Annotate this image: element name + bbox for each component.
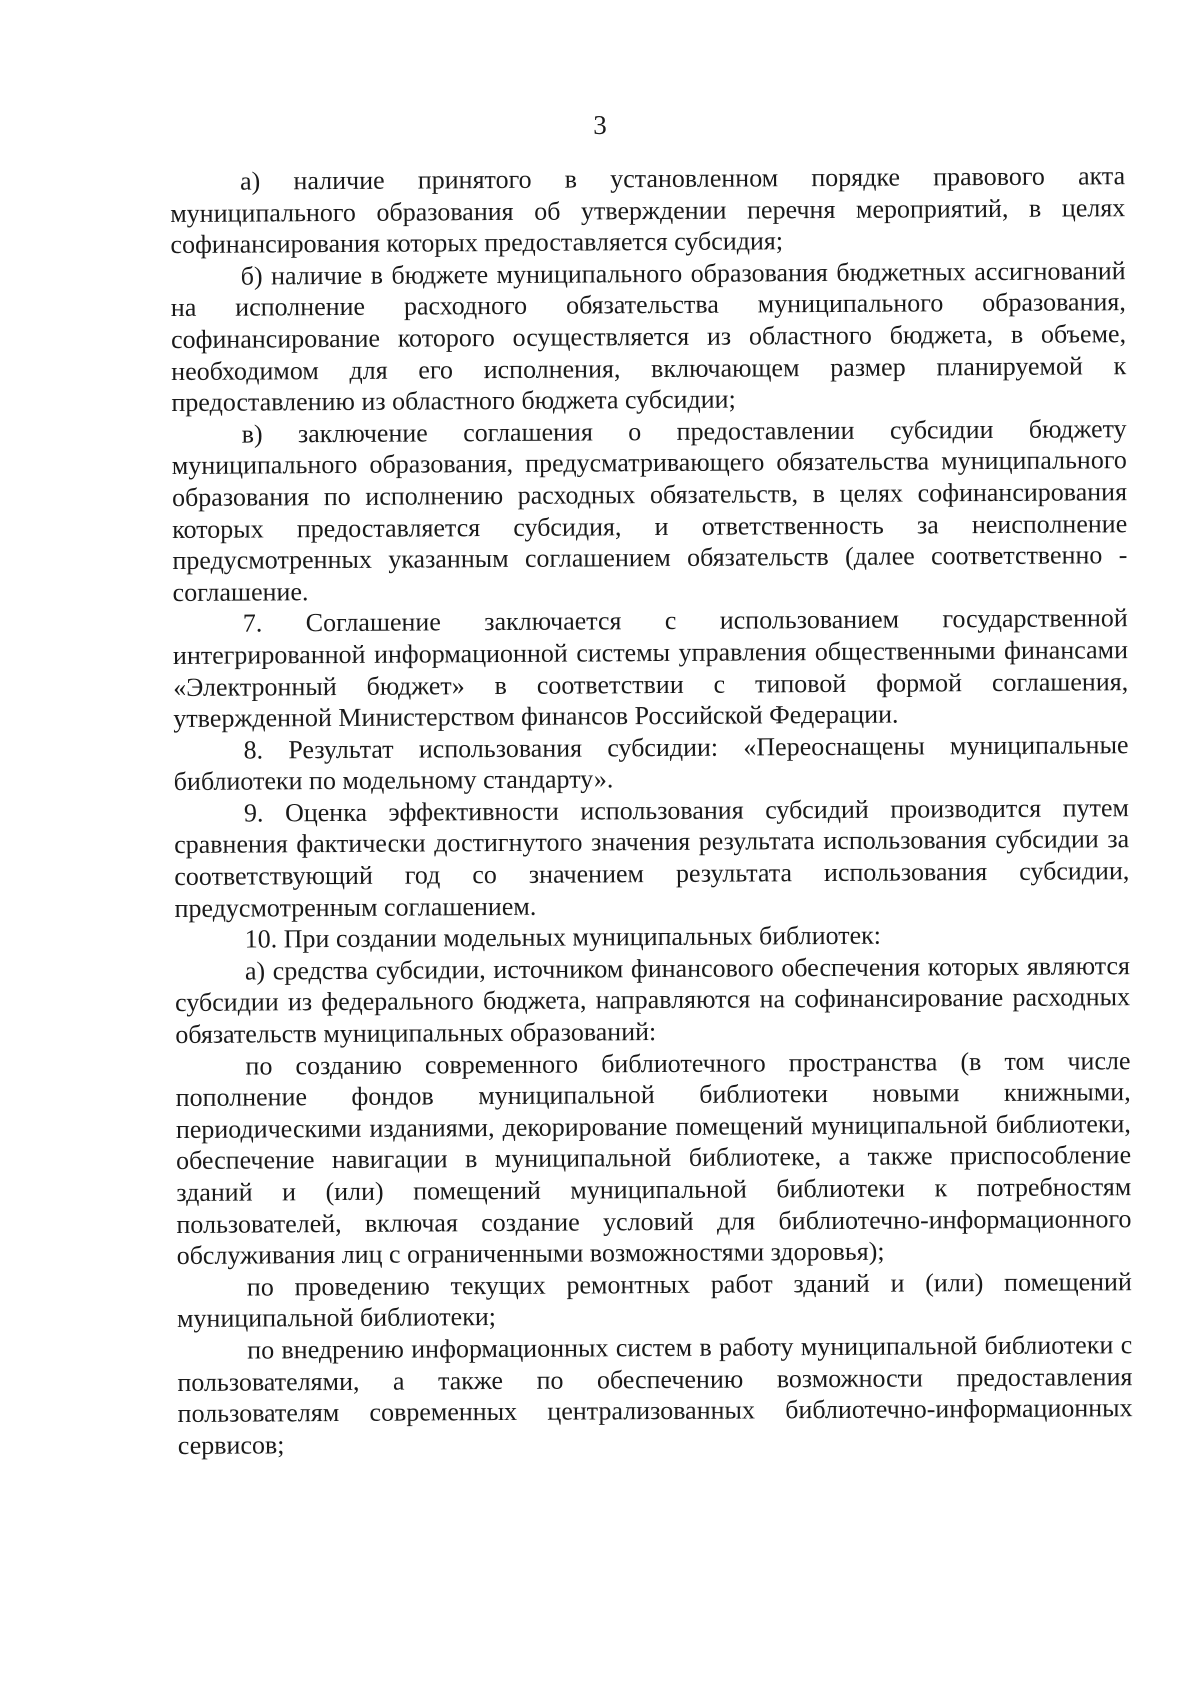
paragraph-b-budget-allocations: б) наличие в бюджете муниципального образования бюджетных ассигнований на исполнение расходного обязательства муниципального образования, софинансирование которого осуществляется из областного бюджета, в объеме, необходимом для его исполнения, включающем размер планируемой к предоставлению из областного бюджета субсидии; [170, 255, 1127, 418]
paragraph-7-electronic-budget: 7. Соглашение заключается с использованием государственной интегрированной информационной системы управления общественными финансами «Электронный бюджет» в соответствии с типовой формой соглашения, утвержденной Министерством финансов Российской Федерации. [172, 603, 1129, 734]
paragraph-9-efficiency-assessment: 9. Оценка эффективности использования субсидий производится путем сравнения фактически достигнутого значения результата использования субсидии за соответствующий год со значением результата использования субсидии, предусмотренным соглашением. [174, 793, 1130, 923]
paragraph-v-agreement: в) заключение соглашения о предоставлении субсидии бюджету муниципального образования, предусматривающего обязательства муниципального образования по исполнению расходных обязательств, в целях софинансирования которых предоставляется субсидия, и ответственность за неисполнение предусмотренных указанным соглашением обязательств (далее соответственно - соглашение. [171, 413, 1128, 607]
page-number: 3 [593, 110, 607, 140]
paragraph-library-space: по созданию современного библиотечного пространства (в том числе пополнение фондов муниципальной библиотеки новыми книжными, периодическими изданиями, декорирование помещений муниципальной библиотеки, обеспечение навигации в муниципальной библиотеке, а также приспособление зданий и (или) помещений муниципальной библиотеки к потребностям пользователей, включая создание условий для библиотечно-информационного обслуживания лиц с ограниченными возможностями здоровья); [175, 1045, 1132, 1271]
paragraph-repair-works: по проведению текущих ремонтных работ зданий и (или) помещений муниципальной библиотеки; [176, 1266, 1132, 1334]
paragraph-10a-federal-funds: а) средства субсидии, источником финансового обеспечения которых являются субсидии из федерального бюджета, направляются на софинансирование расходных обязательств муниципальных образований: [175, 950, 1131, 1050]
document-body [170, 160, 1133, 1461]
paragraph-information-systems: по внедрению информационных систем в работу муниципальной библиотеки с пользователями, а также по обеспечению возможности предоставления пользователям современных централизованных библиотечно-информационных сервисов; [177, 1330, 1133, 1460]
paragraph-10-model-libraries: 10. При создании модельных муниципальных библиотек: [244, 920, 882, 954]
paragraph-8-subsidy-result: 8. Результат использования субсидии: «Переоснащены муниципальные библиотеки по модельному стандарту». [173, 729, 1129, 797]
paragraph-a-legal-act: а) наличие принятого в установленном порядке правового акта муниципального образования об утверждении перечня мероприятий, в целях софинансирования которых предоставляется субсидия; [170, 161, 1126, 260]
